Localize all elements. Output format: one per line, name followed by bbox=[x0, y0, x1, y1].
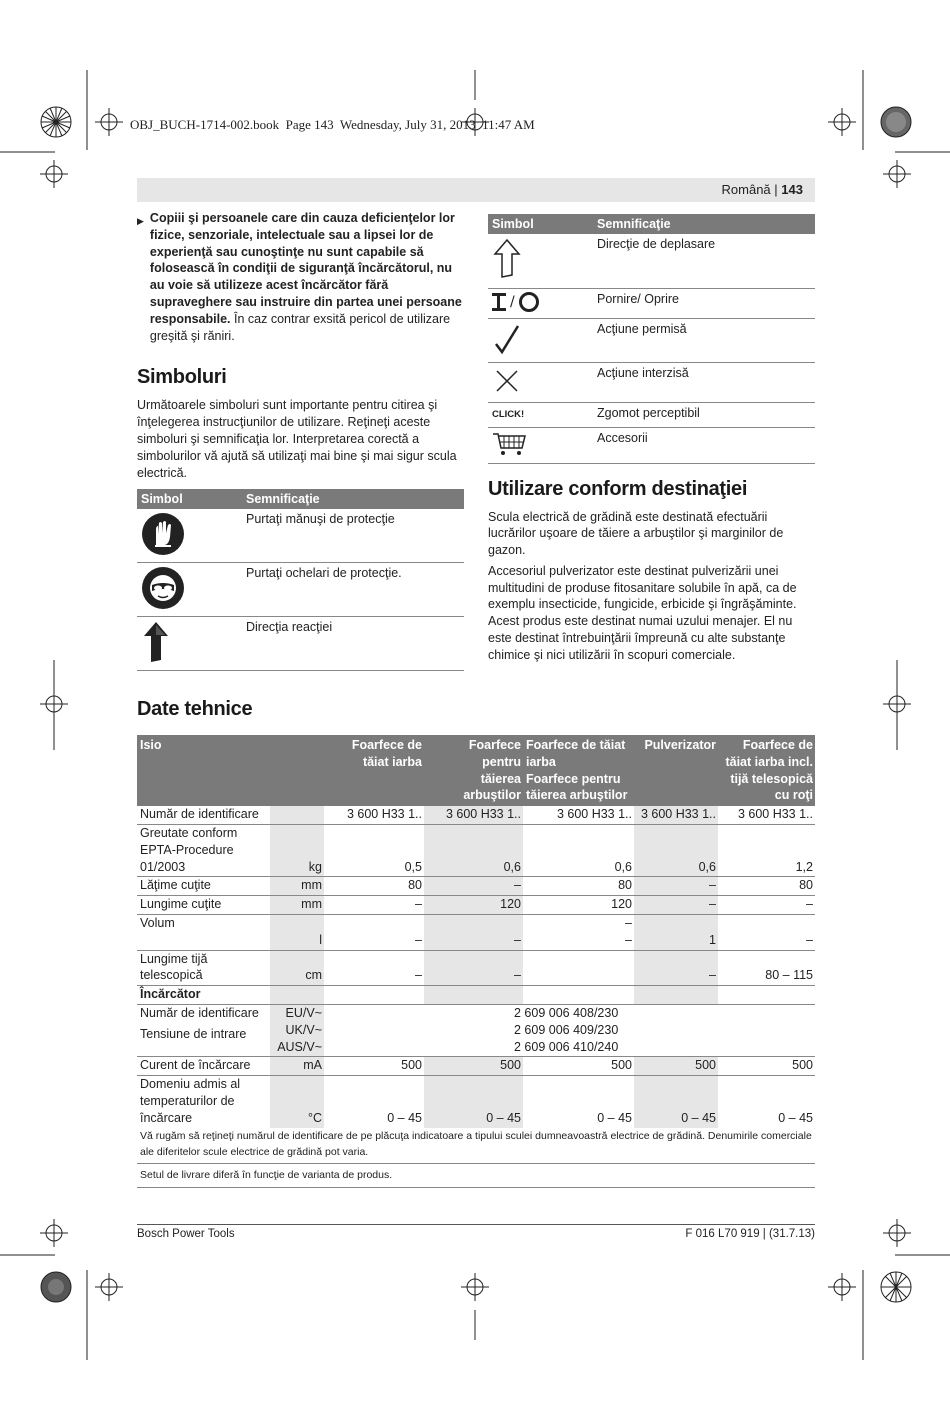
safety-bullet bbox=[137, 210, 464, 344]
page-number: 143 bbox=[781, 182, 803, 197]
page-header-bar bbox=[137, 178, 815, 202]
symbol-row bbox=[488, 318, 815, 362]
tech-row-blade-width: Lăţime cuţite mm 80 – 80 – 80 bbox=[137, 877, 815, 896]
left-column bbox=[137, 210, 464, 671]
tech-row-charger-id: Număr de identificare Tensiune de intrare EU/V~ UK/V~ AUS/V~ 2 609 006 408/230 2 609 006 409/230 2 609 006 410/240 bbox=[137, 1004, 815, 1056]
col-meaning-header: Semnificaţie bbox=[242, 489, 464, 509]
safety-bold-text: Copiii şi persoanele care din cauza deficienţelor lor fizice, senzoriale, intelectuale sau a lipsei lor de experienţă sau cunoştinţe nu sunt capabile să folosească în condiţii de siguranţă încărcătorul, nu au voie să utilizeze acest încărcător fără supraveghere sau instruire din partea unei persoane responsabile. bbox=[149, 211, 462, 326]
symbol-meaning: Acţiune permisă bbox=[593, 318, 815, 362]
symbol-row bbox=[137, 563, 464, 617]
tech-col-4: Pulverizator bbox=[634, 735, 718, 806]
right-column bbox=[488, 214, 815, 664]
tech-col-isio: Isio bbox=[137, 735, 270, 806]
symbol-row bbox=[137, 617, 464, 671]
col-symbol-header: Simbol bbox=[488, 214, 593, 234]
tech-col-3: Foarfece de tăiat iarba Foarfece pentru tăierea arbuştilor bbox=[523, 735, 634, 806]
footer-right: F 016 L70 919 | (31.7.13) bbox=[685, 1228, 815, 1240]
symbols-table-right bbox=[488, 214, 815, 464]
tech-row-volume: Volum l – – – – 1 – bbox=[137, 914, 815, 950]
tech-note-row: Setul de livrare diferă în funcţie de varianta de produs. bbox=[137, 1164, 815, 1188]
checkmark-icon bbox=[492, 322, 522, 356]
bullet-arrow-icon: ▶ bbox=[137, 216, 144, 226]
tech-row-telescope: Lungime tijă telescopică cm – – – 80 – 115 bbox=[137, 950, 815, 986]
symbol-meaning: Accesorii bbox=[593, 427, 815, 463]
tech-row-current: Curent de încărcare mA 500 500 500 500 500 bbox=[137, 1057, 815, 1076]
footer-rule bbox=[137, 1224, 815, 1225]
safety-normal-text: În caz contrar exsită pericol de utilizare greşită şi răniri. bbox=[149, 311, 451, 343]
symbol-meaning: Zgomot perceptibil bbox=[593, 402, 815, 427]
symbol-meaning: Purtaţi ochelari de protecţie. bbox=[242, 563, 464, 617]
intended-use-p2: Accesoriul pulverizator este destinat pulverizării unei multitudini de produse fitosanitare solubile în apă, ca de exemplu insecticide, fungicide, erbicide şi îngrăşăminte. Acest produs este destinat numai uzului menajer. El nu este destinat întrebuinţării împreună cu alte substanţe chimice şi nici utilizării în scopuri comerciale. bbox=[488, 563, 797, 662]
symbol-meaning: Purtaţi mănuşi de protecţie bbox=[242, 509, 464, 563]
col-symbol-header: Simbol bbox=[137, 489, 242, 509]
direction-arrow-icon bbox=[492, 237, 522, 281]
symbols-heading: Simboluri bbox=[137, 366, 227, 389]
symbol-row bbox=[488, 362, 815, 402]
symbol-row bbox=[488, 402, 815, 427]
goggles-icon bbox=[141, 566, 185, 610]
symbol-meaning: Direcţia reacţiei bbox=[242, 617, 464, 671]
symbol-row bbox=[488, 288, 815, 318]
page-header bbox=[722, 182, 803, 197]
reaction-arrow-icon bbox=[141, 620, 171, 664]
tech-row-charger: Încărcător bbox=[137, 986, 815, 1005]
print-header: OBJ_BUCH-1714-002.book Page 143 Wednesday, July 31, 2013 11:47 AM bbox=[130, 117, 535, 132]
tech-col-2: Foarfece pentru tăierea arbuştilor bbox=[424, 735, 523, 806]
intended-use-heading: Utilizare conform destinaţiei bbox=[488, 477, 748, 500]
tech-row-blade-length: Lungime cuţite mm – 120 120 – – bbox=[137, 896, 815, 915]
col-meaning-header: Semnificaţie bbox=[593, 214, 815, 234]
symbol-meaning: Acţiune interzisă bbox=[593, 362, 815, 402]
header-separator: | bbox=[774, 182, 778, 197]
tech-header-row bbox=[137, 735, 815, 806]
tech-data-table bbox=[137, 735, 815, 1188]
cross-icon bbox=[492, 366, 522, 396]
symbols-intro: Următoarele simboluri sunt importante pentru citirea şi înţelegerea instrucţiunilor de utilizare. Reţineţi aceste simboluri şi semnificaţia lor. Interpretarea corectă a simbolurilor vă ajută să utilizaţi mai bine şi mai sigur scula electrică. bbox=[137, 398, 457, 480]
on-off-icon: / bbox=[492, 292, 539, 312]
click-text: CLICK! bbox=[492, 408, 525, 420]
symbol-row bbox=[137, 509, 464, 563]
tech-heading: Date tehnice bbox=[137, 698, 253, 720]
tech-row-weight: Greutate conform EPTA-Procedure 01/2003 kg 0,5 0,6 0,6 0,6 1,2 bbox=[137, 824, 815, 876]
tech-col-1: Foarfece de tăiat iarba bbox=[324, 735, 424, 806]
symbols-table-left bbox=[137, 489, 464, 671]
tech-note-row: Vă rugăm să reţineţi numărul de identificare de pe plăcuţa indicatoare a tipului sculei dumneavoastră electrice de grădină. Denumirile comerciale ale diferitelor scule electrice de grădină pot varia. bbox=[137, 1128, 815, 1164]
symbol-row bbox=[488, 234, 815, 288]
tech-row-id: Număr de identificare 3 600 H33 1.. 3 600 H33 1.. 3 600 H33 1.. 3 600 H33 1.. 3 600 H33 1.. bbox=[137, 806, 815, 824]
tech-col-5: Foarfece de tăiat iarba incl. tijă telesopică cu roţi bbox=[718, 735, 815, 806]
footer-left: Bosch Power Tools bbox=[137, 1228, 235, 1240]
symbol-meaning: Direcţie de deplasare bbox=[593, 234, 815, 288]
symbol-row bbox=[488, 427, 815, 463]
symbol-meaning: Pornire/ Oprire bbox=[593, 288, 815, 318]
language-label: Română bbox=[721, 182, 771, 197]
gloves-icon bbox=[141, 512, 185, 556]
tech-row-temperature: Domeniu admis al temperaturilor de încărcare °C 0 – 45 0 – 45 0 – 45 0 – 45 0 – 45 bbox=[137, 1076, 815, 1128]
intended-use-p1: Scula electrică de grădină este destinată efectuării lucrărilor uşoare de tăiere a arbuştilor şi marginilor de gazon. bbox=[488, 509, 784, 558]
cart-icon bbox=[492, 431, 526, 457]
